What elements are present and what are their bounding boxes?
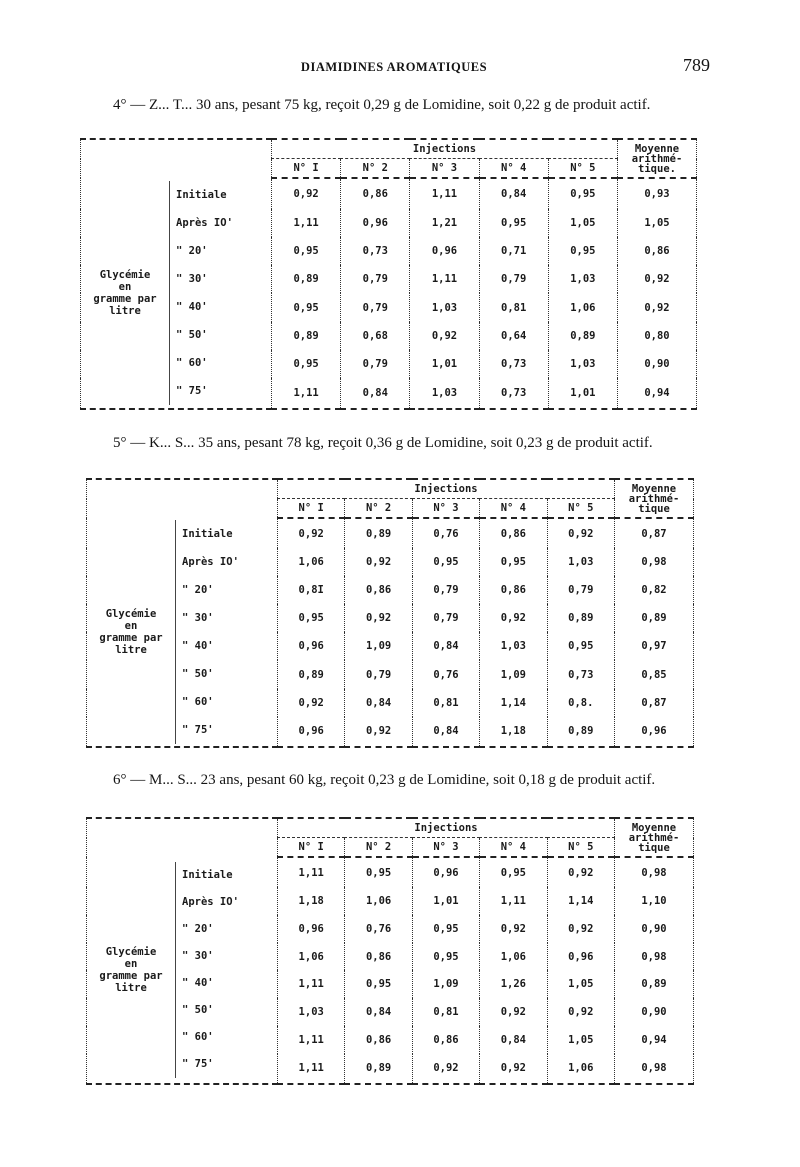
row-label: Après IO' (182, 896, 239, 908)
row-label: " 30' (182, 612, 214, 624)
row-label: " 50' (182, 1004, 214, 1016)
row-group-label-line: litre (115, 644, 147, 656)
injection-value: 0,84 (412, 632, 479, 660)
injection-value: 0,89 (272, 322, 341, 350)
row-label: Initiale (182, 528, 233, 540)
injection-value: 0,95 (345, 970, 412, 998)
injection-value: 0,76 (345, 915, 412, 943)
mean-value: 0,90 (641, 922, 667, 935)
mean-header-line: tique. (638, 162, 676, 175)
row-label: Après IO' (176, 217, 233, 229)
injection-value: 0,84 (480, 1026, 547, 1054)
mean-header-line: arithmé- (628, 492, 680, 505)
mean-value: 0,98 (641, 950, 667, 963)
injection-value: 0,81 (479, 293, 548, 321)
row-label: " 30' (182, 950, 214, 962)
row-group-label-line: Glycémie (105, 946, 157, 958)
injection-value: 0,79 (345, 660, 412, 688)
injection-value: 1,11 (480, 887, 547, 915)
injection-value: 0,92 (278, 689, 345, 717)
mean-value: 0,92 (644, 273, 670, 286)
injection-value: 0,95 (547, 632, 614, 660)
column-header: N° 5 (547, 838, 614, 858)
injection-value: 0,89 (345, 518, 412, 548)
injection-value: 0,76 (412, 518, 479, 548)
running-title: DIAMIDINES AROMATIQUES (300, 60, 488, 74)
injection-value: 0,92 (480, 1054, 547, 1084)
row-label: " 30' (176, 273, 208, 285)
column-header: N° 2 (341, 159, 410, 179)
injection-value: 1,11 (272, 209, 341, 237)
injection-value: 1,11 (272, 378, 341, 409)
injection-value: 0,95 (412, 943, 479, 971)
injection-value: 0,79 (479, 265, 548, 293)
injection-value: 1,11 (278, 857, 345, 887)
row-label-cell (81, 178, 272, 409)
injection-value: 1,18 (278, 887, 345, 915)
injection-value: 0,92 (345, 548, 412, 576)
row-label: " 40' (182, 977, 214, 989)
mean-value: 0,89 (641, 978, 667, 991)
injection-value: 1,18 (480, 717, 547, 747)
injection-value: 0,81 (412, 689, 479, 717)
injection-value: 1,06 (278, 943, 345, 971)
table-row (87, 857, 694, 887)
mean-value: 0,90 (641, 1006, 667, 1019)
injection-value: 0,95 (480, 548, 547, 576)
injection-value: 0,89 (547, 717, 614, 747)
column-header: N° 2 (345, 838, 412, 858)
injection-value: 1,03 (547, 548, 614, 576)
injection-value: 1,06 (480, 943, 547, 971)
injection-value: 0,84 (345, 689, 412, 717)
injection-value: 0,92 (480, 604, 547, 632)
injection-value: 0,8I (278, 576, 345, 604)
injection-value: 1,09 (480, 660, 547, 688)
injections-header: Injections (278, 818, 615, 838)
injection-value: 0,96 (341, 209, 410, 237)
column-header: N° 3 (410, 159, 479, 179)
glycemia-table (80, 138, 697, 410)
injection-value: 0,73 (547, 660, 614, 688)
row-label: " 60' (176, 357, 208, 369)
injection-value: 0,86 (341, 178, 410, 209)
injection-value: 1,11 (410, 265, 479, 293)
injection-value: 0,92 (278, 518, 345, 548)
injection-value: 0,79 (412, 576, 479, 604)
injection-value: 1,01 (548, 378, 617, 409)
injection-value: 0,96 (547, 943, 614, 971)
row-label: " 75' (176, 385, 208, 397)
injection-value: 0,92 (547, 998, 614, 1026)
row-label: " 20' (176, 245, 208, 257)
injection-value: 0,92 (412, 1054, 479, 1084)
column-header: N° 5 (548, 159, 617, 179)
injection-value: 0,92 (547, 518, 614, 548)
injection-value: 0,92 (345, 717, 412, 747)
injection-value: 1,26 (480, 970, 547, 998)
row-label: Initiale (182, 869, 233, 881)
time-labels (169, 181, 268, 405)
header-row (87, 818, 694, 838)
mean-header-line: tique (638, 841, 670, 854)
injection-value: 0,64 (479, 322, 548, 350)
injection-value: 0,76 (412, 660, 479, 688)
injection-value: 0,86 (345, 1026, 412, 1054)
row-group-label-line: gramme par (99, 970, 163, 982)
mean-header (615, 479, 694, 518)
row-label: Initiale (176, 189, 227, 201)
injection-value: 0,84 (412, 717, 479, 747)
mean-value: 0,93 (644, 187, 670, 200)
injection-value: 0,92 (547, 915, 614, 943)
injection-value: 0,89 (345, 1054, 412, 1084)
injection-value: 1,14 (480, 689, 547, 717)
row-group-label (87, 946, 175, 994)
mean-value: 0,94 (641, 1033, 667, 1046)
mean-value: 0,86 (644, 245, 670, 258)
injection-value: 1,21 (410, 209, 479, 237)
corner-cell (87, 818, 278, 857)
mean-value: 0,98 (641, 1062, 667, 1075)
row-label-cell (87, 518, 278, 747)
mean-value: 0,96 (641, 725, 667, 738)
glycemia-table (86, 817, 694, 1085)
column-header: N° 5 (547, 499, 614, 519)
header-row (81, 139, 697, 159)
row-group-label-line: litre (109, 305, 141, 317)
column-header: N° 4 (480, 838, 547, 858)
row-label: Après IO' (182, 556, 239, 568)
row-label: " 75' (182, 724, 214, 736)
injection-value: 1,03 (410, 293, 479, 321)
injection-value: 1,05 (547, 1026, 614, 1054)
injection-value: 0,92 (547, 857, 614, 887)
column-header: N° I (272, 159, 341, 179)
row-label: " 20' (182, 923, 214, 935)
injection-value: 0,96 (412, 857, 479, 887)
injection-value: 0,92 (272, 178, 341, 209)
mean-header-line: Moyenne (631, 821, 677, 834)
case-paragraph: 5° — K... S... 35 ans, pesant 78 kg, reçoit 0,36 g de Lomidine, soit 0,23 g de produit actif. (113, 435, 653, 451)
row-label: " 60' (182, 696, 214, 708)
row-label: " 50' (182, 668, 214, 680)
injection-value: 0,81 (412, 998, 479, 1026)
injection-value: 0,95 (548, 178, 617, 209)
injection-value: 0,89 (548, 322, 617, 350)
injection-value: 0,95 (345, 857, 412, 887)
mean-value: 0,82 (641, 584, 667, 597)
injection-value: 1,03 (278, 998, 345, 1026)
injection-value: 0,71 (479, 237, 548, 265)
row-label: " 75' (182, 1058, 214, 1070)
column-header: N° I (278, 838, 345, 858)
row-label: " 40' (182, 640, 214, 652)
injection-value: 1,01 (412, 887, 479, 915)
injections-header: Injections (272, 139, 618, 159)
injection-value: 0,95 (479, 209, 548, 237)
injection-value: 0,89 (272, 265, 341, 293)
row-group-label-line: Glycémie (105, 608, 157, 620)
column-header: N° 2 (345, 499, 412, 519)
row-group-label-line: en (124, 620, 138, 632)
corner-cell (87, 479, 278, 518)
injection-value: 0,92 (345, 604, 412, 632)
page-number: 789 (683, 55, 710, 75)
mean-value: 0,85 (641, 668, 667, 681)
injection-value: 1,03 (548, 265, 617, 293)
mean-value: 0,98 (641, 866, 667, 879)
mean-value: 0,80 (644, 329, 670, 342)
injection-value: 0,95 (272, 237, 341, 265)
injection-value: 0,79 (341, 265, 410, 293)
header-row (87, 479, 694, 499)
mean-header-line: arithmé- (628, 831, 680, 844)
injection-value: 1,06 (548, 293, 617, 321)
mean-value: 0,97 (641, 640, 667, 653)
row-group-label-line: gramme par (93, 293, 157, 305)
injection-value: 0,73 (479, 350, 548, 378)
row-label: " 60' (182, 1031, 214, 1043)
injection-value: 0,86 (480, 576, 547, 604)
row-label: " 50' (176, 329, 208, 341)
case-paragraph: 4° — Z... T... 30 ans, pesant 75 kg, reçoit 0,29 g de Lomidine, soit 0,22 g de produit actif. (113, 97, 651, 113)
injection-value: 0,95 (272, 350, 341, 378)
injection-value: 1,11 (278, 1026, 345, 1054)
injection-value: 1,09 (345, 632, 412, 660)
injection-value: 0,73 (479, 378, 548, 409)
injection-value: 0,89 (278, 660, 345, 688)
injection-value: 0,95 (548, 237, 617, 265)
injection-value: 1,06 (345, 887, 412, 915)
injection-value: 1,14 (547, 887, 614, 915)
row-group-label-line: en (118, 281, 132, 293)
injection-value: 0,86 (345, 943, 412, 971)
row-group-label-line: gramme par (99, 632, 163, 644)
row-label: " 40' (176, 301, 208, 313)
mean-value: 0,90 (644, 358, 670, 371)
mean-header (618, 139, 697, 178)
mean-value: 0,98 (641, 556, 667, 569)
row-group-label-line: litre (115, 982, 147, 994)
time-labels (175, 520, 274, 744)
injection-value: 0,79 (547, 576, 614, 604)
injection-value: 0,84 (345, 998, 412, 1026)
injection-value: 0,86 (345, 576, 412, 604)
injection-value: 0,73 (341, 237, 410, 265)
row-label-cell (87, 857, 278, 1084)
injection-value: 0,79 (341, 293, 410, 321)
injection-value: 0,92 (480, 915, 547, 943)
injection-value: 0,79 (412, 604, 479, 632)
injection-value: 0,95 (278, 604, 345, 632)
column-header: N° 4 (480, 499, 547, 519)
injection-value: 1,03 (480, 632, 547, 660)
injection-value: 0,89 (547, 604, 614, 632)
injection-value: 0,95 (480, 857, 547, 887)
column-header: N° 3 (412, 838, 479, 858)
injection-value: 0,79 (341, 350, 410, 378)
mean-value: 0,92 (644, 301, 670, 314)
mean-header (615, 818, 694, 857)
table-row (81, 178, 697, 209)
column-header: N° I (278, 499, 345, 519)
column-header: N° 3 (412, 499, 479, 519)
injection-value: 1,06 (278, 548, 345, 576)
mean-header-line: Moyenne (634, 142, 680, 155)
injection-value: 1,03 (410, 378, 479, 409)
injection-value: 0,95 (412, 548, 479, 576)
row-group-label (81, 269, 169, 317)
row-group-label-line: Glycémie (99, 269, 151, 281)
injection-value: 0,96 (278, 632, 345, 660)
mean-header-line: arithmé- (631, 152, 683, 165)
column-header: N° 4 (479, 159, 548, 179)
row-label: " 20' (182, 584, 214, 596)
injection-value: 1,06 (547, 1054, 614, 1084)
injection-value: 1,05 (547, 970, 614, 998)
mean-value: 0,87 (641, 527, 667, 540)
mean-header-line: Moyenne (631, 482, 677, 495)
mean-value: 0,89 (641, 612, 667, 625)
time-labels (175, 862, 274, 1078)
corner-cell (81, 139, 272, 178)
injection-value: 0,86 (480, 518, 547, 548)
mean-header-line: tique (638, 502, 670, 515)
injection-value: 0,95 (272, 293, 341, 321)
mean-value: 0,94 (644, 387, 670, 400)
page-header (78, 55, 710, 85)
injection-value: 0,84 (341, 378, 410, 409)
injection-value: 1,11 (410, 178, 479, 209)
row-group-label-line: en (124, 958, 138, 970)
injections-header: Injections (278, 479, 615, 499)
injection-value: 1,01 (410, 350, 479, 378)
injection-value: 0,8. (547, 689, 614, 717)
injection-value: 1,11 (278, 970, 345, 998)
row-group-label (87, 608, 175, 656)
injection-value: 1,09 (412, 970, 479, 998)
injection-value: 1,03 (548, 350, 617, 378)
injection-value: 0,96 (278, 915, 345, 943)
mean-value: 0,87 (641, 696, 667, 709)
injection-value: 0,96 (278, 717, 345, 747)
glycemia-table (86, 478, 694, 748)
table-row (87, 518, 694, 548)
injection-value: 0,92 (410, 322, 479, 350)
injection-value: 0,84 (479, 178, 548, 209)
injection-value: 1,05 (548, 209, 617, 237)
mean-value: 1,10 (641, 894, 667, 907)
case-paragraph: 6° — M... S... 23 ans, pesant 60 kg, reçoit 0,23 g de Lomidine, soit 0,18 g de produit actif. (113, 772, 656, 788)
injection-value: 0,96 (410, 237, 479, 265)
injection-value: 0,86 (412, 1026, 479, 1054)
mean-value: 1,05 (644, 216, 670, 229)
injection-value: 0,68 (341, 322, 410, 350)
injection-value: 0,95 (412, 915, 479, 943)
injection-value: 0,92 (480, 998, 547, 1026)
injection-value: 1,11 (278, 1054, 345, 1084)
